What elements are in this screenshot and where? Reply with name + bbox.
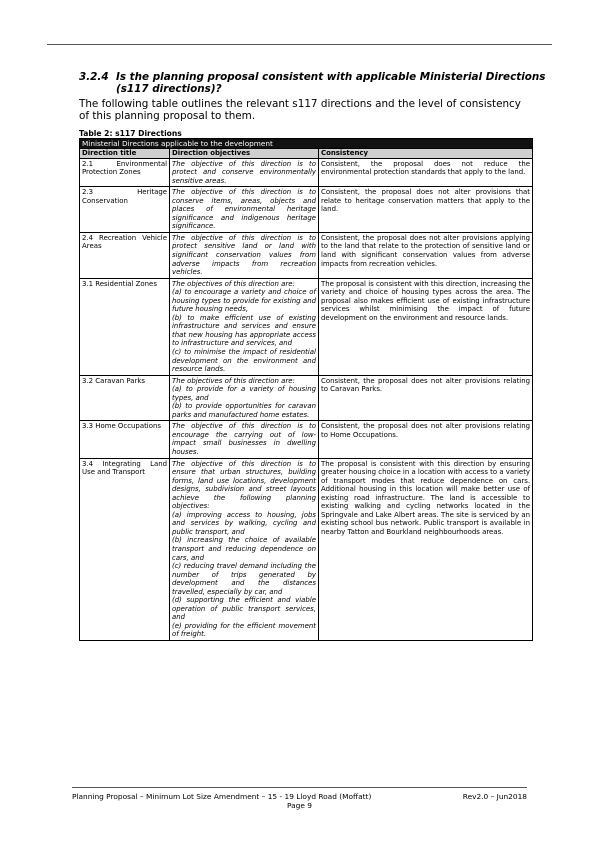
- direction-objectives-cell: The objectives of this direction are: (a) to provide for a variety of housing types, and (b) to provide opportunities for caravan parks and manufactured home estates.: [170, 375, 319, 421]
- direction-title-cell: 2.3 Heritage Conservation: [80, 187, 170, 233]
- column-header-consistency: Consistency: [319, 149, 533, 159]
- table-row: [80, 158, 533, 187]
- consistency-cell: Consistent, the proposal does not alter provisions that relate to heritage conservation matters that apply to the land.: [319, 187, 533, 233]
- consistency-cell: Consistent, the proposal does not reduce the environmental protection standards that apply to the land.: [319, 158, 533, 187]
- table-row: [80, 278, 533, 375]
- direction-title-cell: 3.4 Integrating Land Use and Transport: [80, 458, 170, 640]
- footer-page-number: Page 9: [287, 801, 312, 810]
- direction-objectives-cell: The objective of this direction is to ensure that urban structures, building forms, land use locations, development designs, subdivision and street layouts achieve the following planning objectives: (a) improving access to housing, jobs and services by walking, cycling and public transport, and (b) increasing the choice of available transport and reducing dependence on cars, and (c) reducing travel demand including the number of trips generated by development and the distances travelled, especially by car, and (d) supporting the efficient and viable operation of public transport services, and (e) providing for the efficient movement of freight.: [170, 458, 319, 640]
- direction-objectives-cell: The objectives of this direction are: (a) to encourage a variety and choice of housing types to provide for existing and future housing needs, (b) to make efficient use of existing infrastructure and services and ensure that new housing has appropriate access to infrastructure and services, and (c) to minimise the impact of residential development on the environment and resource lands.: [170, 278, 319, 375]
- direction-objectives-cell: The objective of this direction is to protect and conserve environmentally sensitive areas.: [170, 158, 319, 187]
- directions-table: [79, 138, 533, 641]
- footer-document-title: Planning Proposal – Minimum Lot Size Amendment – 15 - 19 Lloyd Road (Moffatt): [72, 792, 372, 801]
- column-header-title: Direction title: [80, 149, 170, 159]
- direction-title-cell: 3.2 Caravan Parks: [80, 375, 170, 421]
- footer-rule: [72, 787, 527, 788]
- consistency-cell: The proposal is consistent with this direction by ensuring greater housing choice in a location with access to a variety of transport modes that reduce dependence on cars. Additional housing in this location will make better use of existing road infrastructure. The land is accessible to existing walking and cycling networks located in the Springvale and Lake Albert areas. The site is serviced by an existing school bus network. Public transport is available in nearby Tatton and Bourkland neighbourhoods areas.: [319, 458, 533, 640]
- intro-paragraph: The following table outlines the relevant s117 directions and the level of consistency of this planning proposal to them.: [79, 98, 521, 123]
- table-caption: Table 2: s117 Directions: [79, 129, 182, 138]
- footer-revision: Rev2.0 – Jun2018: [462, 792, 527, 801]
- direction-title-cell: 2.4 Recreation Vehicle Areas: [80, 232, 170, 278]
- section-title-line2: (s117 directions)?: [116, 83, 222, 96]
- table-banner: Ministerial Directions applicable to the development: [80, 139, 533, 149]
- table-row: [80, 421, 533, 458]
- table-row: [80, 458, 533, 640]
- column-header-objectives: Direction objectives: [170, 149, 319, 159]
- section-title-line1: Is the planning proposal consistent with applicable Ministerial Directions: [116, 71, 546, 83]
- direction-objectives-cell: The objective of this direction is to encourage the carrying out of low-impact small businesses in dwelling houses.: [170, 421, 319, 458]
- direction-objectives-cell: The objective of this direction is to protect sensitive land or land with significant conservation values from adverse impacts from recreation vehicles.: [170, 232, 319, 278]
- header-rule: [47, 44, 552, 45]
- consistency-cell: Consistent, the proposal does not alter provisions relating to Home Occupations.: [319, 421, 533, 458]
- direction-title-cell: 3.1 Residential Zones: [80, 278, 170, 375]
- section-number: 3.2.4: [79, 71, 109, 83]
- table-row: [80, 232, 533, 278]
- section-heading: [79, 71, 549, 96]
- direction-title-cell: 3.3 Home Occupations: [80, 421, 170, 458]
- table-row: [80, 187, 533, 233]
- consistency-cell: The proposal is consistent with this direction, increasing the variety and choice of housing types across the area. The proposal also makes efficient use of existing infrastructure services whilst minimising the impact of future development on the environment and resource lands.: [319, 278, 533, 375]
- direction-title-cell: 2.1 Environmental Protection Zones: [80, 158, 170, 187]
- table-body: [80, 158, 533, 641]
- table-row: [80, 375, 533, 421]
- direction-objectives-cell: The objective of this direction is to conserve items, areas, objects and places of environmental heritage significance and indigenous heritage significance.: [170, 187, 319, 233]
- consistency-cell: Consistent, the proposal does not alter provisions applying to the land that relate to the protection of sensitive land or land with significant conservation values from adverse impacts from recreation vehicles.: [319, 232, 533, 278]
- consistency-cell: Consistent, the proposal does not alter provisions relating to Caravan Parks.: [319, 375, 533, 421]
